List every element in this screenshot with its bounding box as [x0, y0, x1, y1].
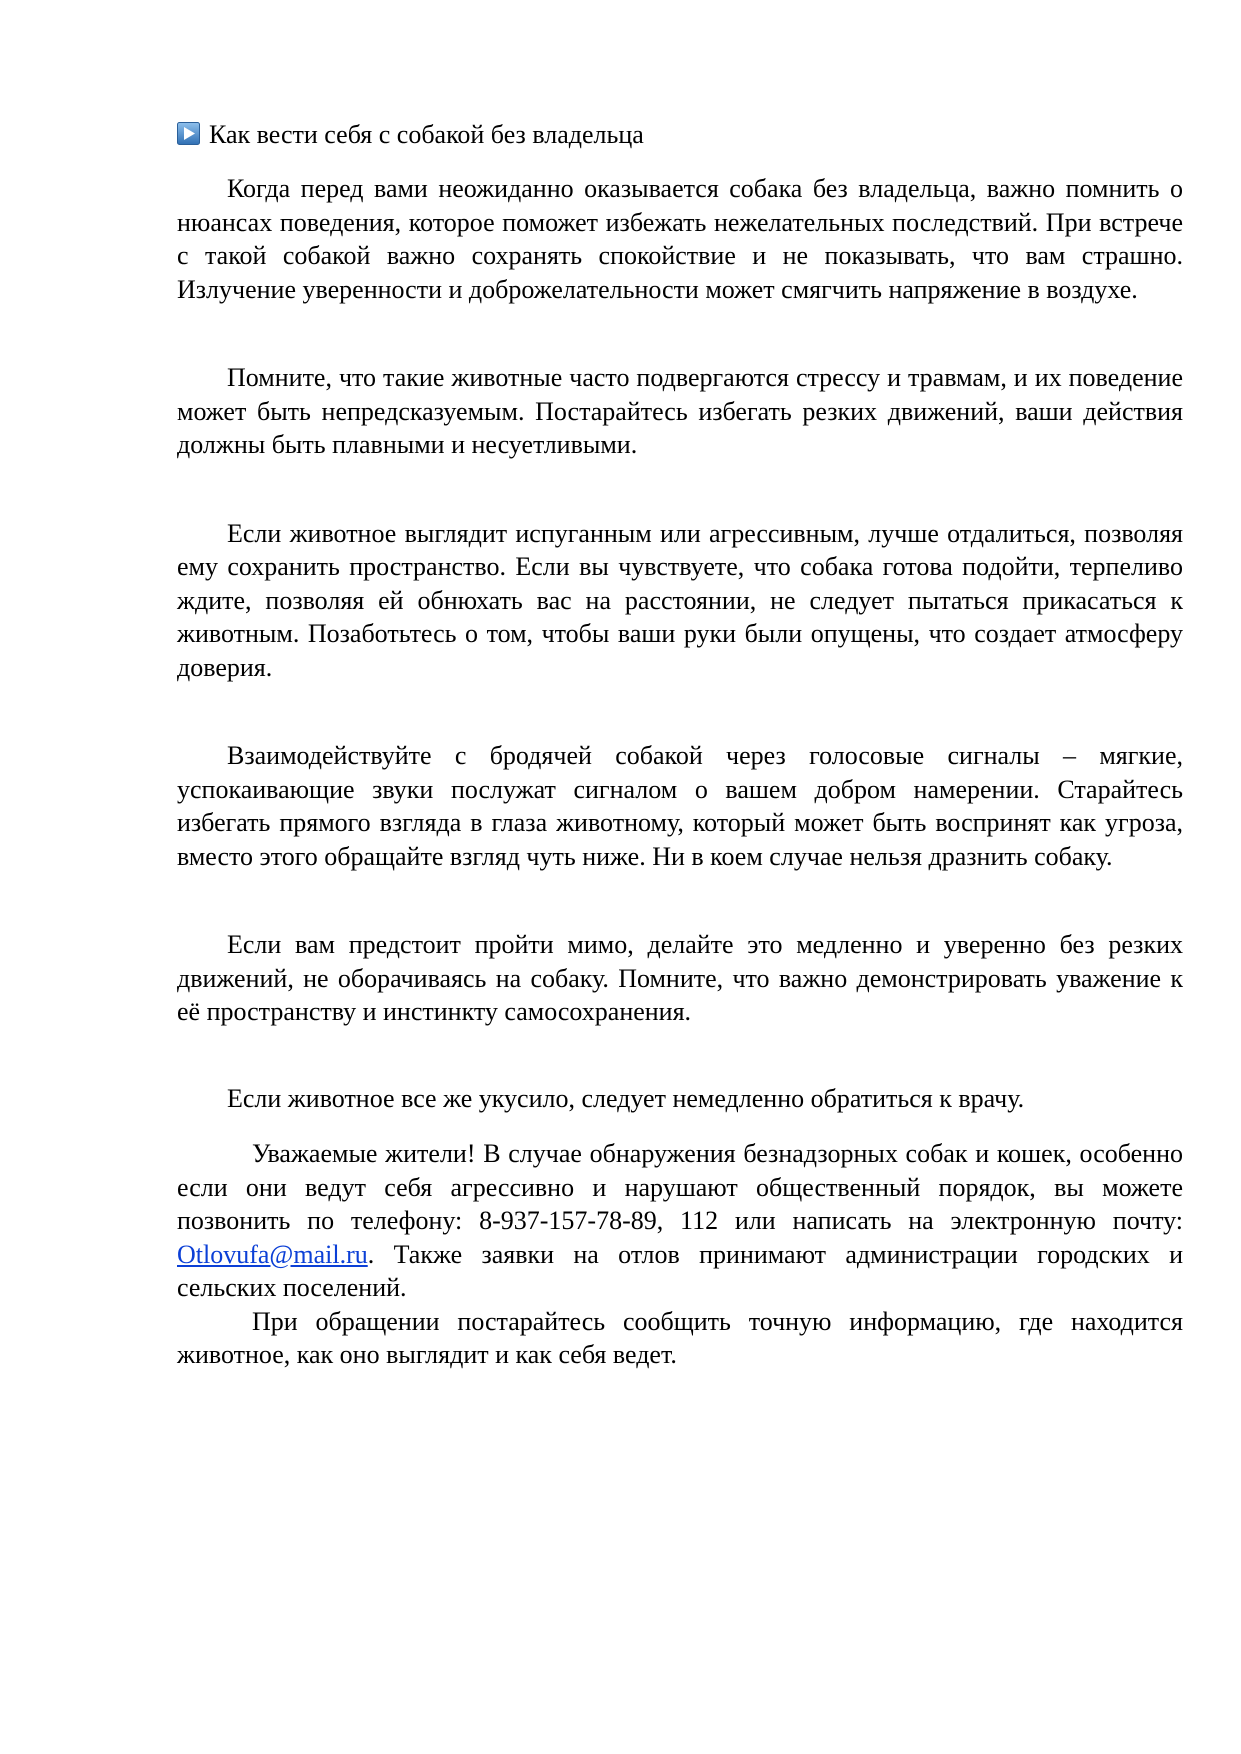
paragraph-4: Взаимодействуйте с бродячей собакой через голосовые сигналы – мягкие, успокаивающие звуки послужат сигналом о вашем добром намерении. Старайтесь избегать прямого взгляда в глаза животному, который может быть воспринят как угроза, вместо этого обращайте взгляд чуть ниже. Ни в коем случае нельзя дразнить собаку. — [177, 741, 1183, 871]
paragraph-6: Если животное все же укусило, следует немедленно обратиться к врачу. — [227, 1083, 1025, 1113]
notice-paragraph — [177, 1137, 1183, 1305]
closing-paragraph: При обращении постарайтесь сообщить точную информацию, где находится животное, как оно выглядит и как себя ведет. — [177, 1306, 1183, 1369]
notice-text-after-email: . Также заявки на отлов принимают администрации городских и сельских поселений. — [177, 1239, 1183, 1302]
heading-text: Как вести себя с собакой без владельца — [209, 120, 644, 149]
document-heading — [177, 118, 1183, 152]
paragraph-3: Если животное выглядит испуганным или агрессивным, лучше отдалиться, позволяя ему сохранить пространство. Если вы чувствуете, что собака готова подойти, терпеливо ждите, позволяя ей обнюхать вас на расстоянии, не следует пытаться прикасаться к животным. Позаботьтесь о том, чтобы ваши руки были опущены, что создает атмосферу доверия. — [177, 518, 1183, 682]
document-page — [177, 118, 1183, 1372]
email-link[interactable]: Otlovufa@mail.ru — [177, 1239, 368, 1269]
paragraph-1: Когда перед вами неожиданно оказывается собака без владельца, важно помнить о нюансах поведения, которое поможет избежать нежелательных последствий. При встрече с такой собакой важно сохранять спокойствие и не показывать, что вам страшно. Излучение уверенности и доброжелательности может смягчить напряжение в воздухе. — [177, 174, 1183, 304]
play-arrow-icon — [177, 122, 200, 145]
paragraph-5: Если вам предстоит пройти мимо, делайте это медленно и уверенно без резких движений, не оборачиваясь на собаку. Помните, что важно демонстрировать уважение к её пространству и инстинкту самосохранения. — [177, 930, 1183, 1026]
paragraph-2: Помните, что такие животные часто подвергаются стрессу и травмам, и их поведение может быть непредсказуемым. Постарайтесь избегать резких движений, ваши действия должны быть плавными и несуетливыми. — [177, 363, 1183, 459]
notice-text-before-email: Уважаемые жители! В случае обнаружения безнадзорных собак и кошек, особенно если они ведут себя агрессивно и нарушают общественный порядок, вы можете позвонить по телефону: 8-937-157-78-89, 112 или написать на электронную почту: — [177, 1139, 1183, 1235]
